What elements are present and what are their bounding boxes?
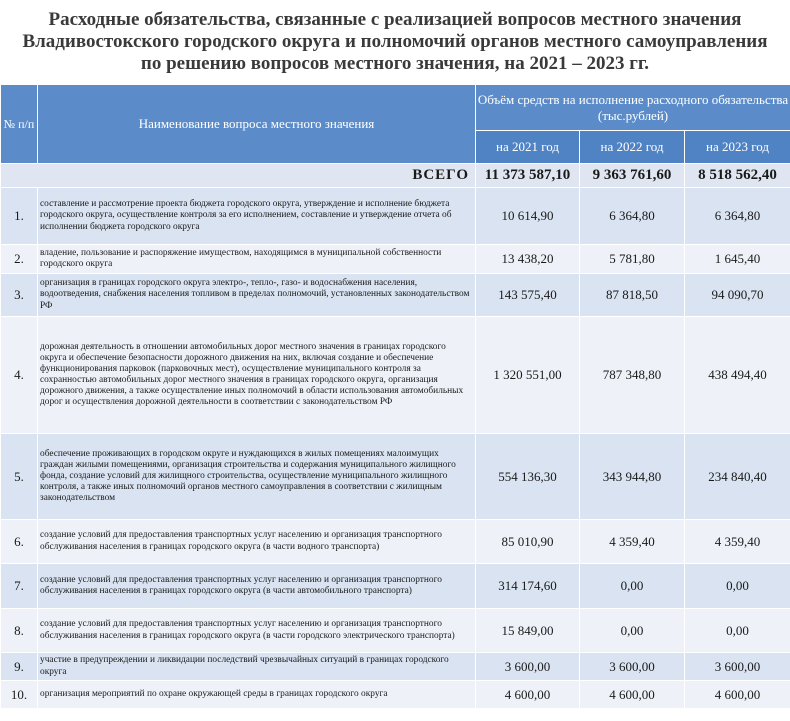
table-row — [1, 317, 790, 434]
header-year-2021: на 2021 год — [476, 131, 580, 164]
row-2022: 787 348,80 — [580, 317, 685, 434]
row-2022: 6 364,80 — [580, 188, 685, 245]
row-2021: 15 849,00 — [476, 609, 580, 653]
header-volume: Объём средств на исполнение расходного обязательства (тыс.рублей) — [476, 85, 790, 131]
header-name: Наименование вопроса местного значения — [38, 85, 476, 164]
row-2022: 87 818,50 — [580, 274, 685, 317]
row-2022: 3 600,00 — [580, 653, 685, 681]
row-2021: 143 575,40 — [476, 274, 580, 317]
row-name: владение, пользование и распоряжение имуществом, находящимся в муниципальной собственности городского округа — [38, 245, 476, 274]
row-name: создание условий для предоставления транспортных услуг населению и организация транспортного обслуживания населения в границах городского округа (в части автомобильного транспорта) — [38, 564, 476, 609]
row-2022: 0,00 — [580, 564, 685, 609]
row-2023: 438 494,40 — [685, 317, 790, 434]
table-row — [1, 653, 790, 681]
row-2023: 6 364,80 — [685, 188, 790, 245]
row-2022: 5 781,80 — [580, 245, 685, 274]
table-row — [1, 274, 790, 317]
row-num: 6. — [1, 520, 38, 564]
row-name: организация в границах городского округа электро-, тепло-, газо- и водоснабжения населения, водоотведения, снабжения населения топливом в пределах полномочий, установленных законодательством РФ — [38, 274, 476, 317]
row-num: 5. — [1, 434, 38, 520]
row-2021: 4 600,00 — [476, 681, 580, 709]
table-row — [1, 681, 790, 709]
row-2023: 234 840,40 — [685, 434, 790, 520]
table-row — [1, 520, 790, 564]
row-2022: 4 359,40 — [580, 520, 685, 564]
row-2023: 1 645,40 — [685, 245, 790, 274]
row-name: организация мероприятий по охране окружающей среды в границах городского округа — [38, 681, 476, 709]
row-2021: 10 614,90 — [476, 188, 580, 245]
row-2021: 3 600,00 — [476, 653, 580, 681]
row-2022: 0,00 — [580, 609, 685, 653]
table-row — [1, 188, 790, 245]
row-num: 4. — [1, 317, 38, 434]
row-name: участие в предупреждении и ликвидации последствий чрезвычайных ситуаций в границах городского округа — [38, 653, 476, 681]
total-2022: 9 363 761,60 — [580, 164, 685, 188]
row-2021: 85 010,90 — [476, 520, 580, 564]
row-name: создание условий для предоставления транспортных услуг населению и организация транспортного обслуживания населения в границах городского округа (в части водного транспорта) — [38, 520, 476, 564]
header-year-2023: на 2023 год — [685, 131, 790, 164]
row-2021: 314 174,60 — [476, 564, 580, 609]
table-row — [1, 564, 790, 609]
total-2023: 8 518 562,40 — [685, 164, 790, 188]
row-num: 8. — [1, 609, 38, 653]
page-title: Расходные обязательства, связанные с реализацией вопросов местного значения Владивостокского городского округа и полномочий органов местного самоуправления по решению вопросов местного значения, на 2021 – 2023 гг. — [22, 9, 768, 74]
total-label: ВСЕГО — [1, 164, 476, 188]
row-num: 2. — [1, 245, 38, 274]
row-num: 9. — [1, 653, 38, 681]
row-2023: 94 090,70 — [685, 274, 790, 317]
header-year-2022: на 2022 год — [580, 131, 685, 164]
row-2021: 554 136,30 — [476, 434, 580, 520]
total-2021: 11 373 587,10 — [476, 164, 580, 188]
row-2022: 4 600,00 — [580, 681, 685, 709]
row-name: составление и рассмотрение проекта бюджета городского округа, утверждение и исполнение бюджета городского округа, осуществление контроля за его исполнением, составление и утверждение отчета об исполнении бюджета городского округа — [38, 188, 476, 245]
total-row — [1, 164, 790, 188]
row-2021: 1 320 551,00 — [476, 317, 580, 434]
row-num: 7. — [1, 564, 38, 609]
row-num: 1. — [1, 188, 38, 245]
row-2023: 0,00 — [685, 564, 790, 609]
row-num: 3. — [1, 274, 38, 317]
row-name: обеспечение проживающих в городском округе и нуждающихся в жилых помещениях малоимущих граждан жилыми помещениями, организация строительства и содержания муниципального жилищного фонда, создание условий для жилищного строительства, осуществление муниципального жилищного контроля, а также иных полномочий органов местного самоуправления в соответствии с жилищным законодательством — [38, 434, 476, 520]
expenditure-table — [0, 84, 790, 709]
row-2022: 343 944,80 — [580, 434, 685, 520]
row-2021: 13 438,20 — [476, 245, 580, 274]
row-num: 10. — [1, 681, 38, 709]
table-row — [1, 434, 790, 520]
row-2023: 3 600,00 — [685, 653, 790, 681]
header-num: № п/п — [1, 85, 38, 164]
row-2023: 4 600,00 — [685, 681, 790, 709]
table-row — [1, 245, 790, 274]
row-2023: 0,00 — [685, 609, 790, 653]
row-name: дорожная деятельность в отношении автомобильных дорог местного значения в границах городского округа и обеспечение безопасности дорожного движения на них, включая создание и обеспечение функционирования парковок (парковочных мест), осуществление муниципального контроля за сохранностью автомобильных дорог местного значения в границах городского округа, организация дорожного движения, а также осуществление иных полномочий в области использования автомобильных дорог и осуществления дорожной деятельности в соответствии с законодательством РФ — [38, 317, 476, 434]
row-2023: 4 359,40 — [685, 520, 790, 564]
row-name: создание условий для предоставления транспортных услуг населению и организация транспортного обслуживания населения в границах городского округа (в части городского электрического транспорта) — [38, 609, 476, 653]
table-row — [1, 609, 790, 653]
